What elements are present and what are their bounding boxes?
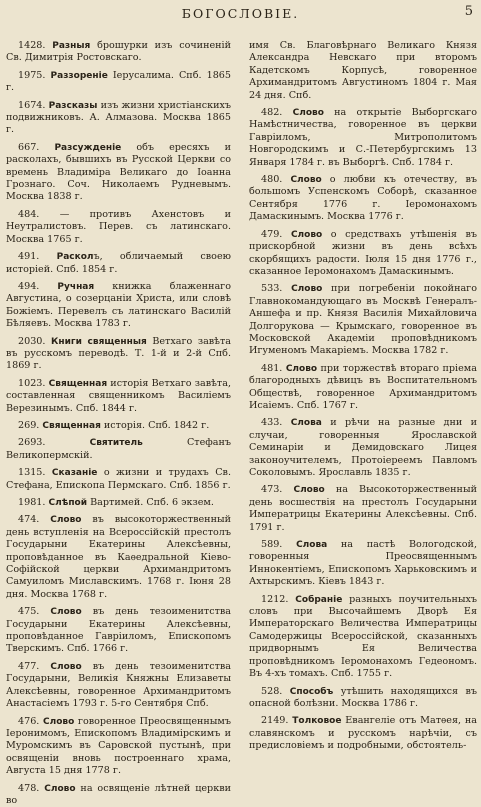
catalog-entry	[249, 715, 477, 752]
entry-text: разныхъ поучительныхъ словъ при Высочайшемъ Дворѣ Ея Императорскаго Величества Императрицы Самодержицы Всероссійской, сказанныхъ придворнымъ Ея Величества проповѣдникомъ Іеромонахомъ Гедеономъ. Въ 4-хъ томахъ. Спб. 1755 г.	[249, 593, 477, 680]
entry-text: Ветхаго завѣта въ русскомъ переводѣ. Т. 1-й и 2-й Спб. 1869 г.	[6, 335, 231, 372]
catalog-entry	[6, 497, 231, 509]
entry-number: 484.	[18, 208, 60, 220]
entry-text: на Высокоторжественный день восшествія на престолъ Государыни Императрицы Екатерины Алексѣевны. Спб. 1791 г.	[249, 484, 477, 533]
entry-number: 1428.	[18, 40, 53, 51]
catalog-entry	[6, 783, 231, 807]
page-number: 5	[464, 4, 473, 19]
catalog-entry	[6, 251, 231, 276]
entry-keyword: Ручная	[57, 281, 95, 292]
catalog-entry	[6, 606, 231, 656]
entry-keyword: Разсказы	[48, 100, 98, 111]
catalog-entry	[249, 594, 477, 681]
entry-text: въ день тезоименитства Государыни Екатерины Алексѣевны, проповѣданное Гавріиломъ, Епископомъ Тверскимъ. Спб. 1766 г.	[6, 606, 231, 655]
entry-text: исторія. Спб. 1842 г.	[100, 419, 210, 431]
entry-text: на открытіе Выборгскаго Намѣстничества, говоренное въ церкви Гавріиломъ, Митрополитомъ Новгородскимъ и С.-Петербургскимъ 13 Января 1784 г. въ Выборгѣ. Спб. 1784 г.	[249, 107, 477, 168]
catalog-entry	[249, 107, 477, 169]
entry-keyword: Слово	[290, 229, 323, 240]
entry-keyword: Священная	[42, 420, 101, 431]
catalog-entry	[6, 209, 231, 246]
catalog-entry	[6, 420, 231, 432]
entry-number: 494.	[18, 280, 58, 292]
entry-number: 482.	[261, 107, 293, 119]
entry-keyword: Собраніе	[295, 594, 343, 605]
entry-keyword: Разсужденіе	[54, 142, 122, 153]
catalog-entry	[249, 484, 477, 534]
entry-number: 473.	[261, 484, 294, 496]
entry-text: о любви къ отечеству, въ большомъ Успенскомъ Соборѣ, сказанное Сентября 1776 г. Іеромонахомъ Дамаскинымъ. Москва 1776 г.	[249, 174, 477, 223]
entry-text: исторія Ветхаго завѣта, составленная священникомъ Василіемъ Верезинымъ. Спб. 1844 г.	[6, 377, 231, 414]
entry-number: 528.	[261, 685, 290, 697]
catalog-entry	[6, 336, 231, 373]
entry-text: Стефанъ Великопермскій.	[6, 437, 231, 461]
entry-text: при торжествѣ втораго пріема благородныхъ дѣвицъ въ Воспитательномъ Обществѣ, говоренное Архимандритомъ Исаіемъ. Спб. 1767 г.	[249, 362, 477, 411]
entry-text: — противъ Ахенстовъ и Неутралистовъ. Перев. съ латинскаго. Москва 1765 г.	[6, 208, 231, 245]
entry-keyword: Раззореніе	[50, 70, 108, 81]
entry-text: въ высокоторжественный день вступленія на Всероссійскій престолъ Государыни Екатерины Алексѣевны, проповѣданное въ Каѳедральной Кіево-Софійской церкви Архимандритомъ Самуиломъ Миславскимъ. 1768 г. Іюня 28 дня. Москва 1768 г.	[6, 514, 231, 600]
entry-keyword: Слова	[296, 540, 328, 551]
catalog-entry	[6, 437, 231, 462]
catalog-entry	[249, 363, 477, 413]
entry-keyword: Слово	[290, 175, 322, 186]
entry-number: 667.	[18, 141, 55, 153]
catalog-entry	[6, 514, 231, 601]
entry-number: 480.	[261, 174, 291, 186]
entry-number: 2149.	[261, 715, 293, 727]
catalog-entry	[249, 539, 477, 589]
entry-number: 491.	[18, 251, 57, 263]
entry-number: 474.	[18, 514, 51, 526]
entry-keyword: Разныя	[52, 41, 91, 51]
catalog-entry	[249, 174, 477, 224]
entry-number: 1315.	[18, 467, 52, 479]
entry-keyword: Слово	[50, 515, 82, 526]
entry-number: 2693.	[18, 437, 90, 449]
catalog-entry	[6, 281, 231, 331]
catalog-entry	[249, 283, 477, 357]
entry-number: 2030.	[18, 335, 52, 347]
entry-keyword: Толковое	[292, 716, 342, 727]
entry-number: 1975.	[18, 69, 51, 81]
entry-text: о средствахъ утѣшенія въ прискорбной жизни въ день всѣхъ скорбящихъ радости. Іюля 15 дня 1776 г., сказанное Іеромонахомъ Дамаскинымъ.	[249, 228, 477, 277]
entry-keyword: Слово	[43, 716, 75, 727]
entry-number: 477.	[18, 660, 51, 672]
entry-number: 476.	[18, 715, 44, 727]
entry-keyword: Слово	[292, 108, 324, 119]
entry-text: Вартимей. Спб. 6 экзем.	[87, 497, 214, 508]
entry-text: ъ, обличаемый своею исторіей. Спб. 1854 г.	[6, 251, 231, 275]
entry-number: 589.	[261, 539, 297, 551]
page-title: БОГОСЛОВІЕ.	[181, 6, 300, 21]
entry-number: 269.	[18, 419, 43, 431]
entry-text: книжка блаженнаго Августина, о созерцаніи Христа, или словѣ Божіемъ. Перевелъ съ латинскаго Василій Бѣляевъ. Москва 1783 г.	[6, 280, 231, 330]
catalog-entry	[6, 100, 231, 137]
catalog-entry	[6, 467, 231, 492]
entry-keyword: Книги священныя	[51, 336, 147, 347]
entry-keyword: Слово	[50, 661, 82, 672]
left-column	[6, 40, 232, 806]
catalog-entry	[6, 378, 231, 415]
catalog-entry	[6, 661, 231, 711]
entry-text: на освященіе лѣтней церкви во	[6, 782, 231, 806]
entry-text: о жизни и трудахъ Св. Стефана, Епископа Пермскаго. Спб. 1856 г.	[6, 467, 232, 491]
entry-number: 479.	[261, 228, 291, 240]
entry-number: 1212.	[261, 593, 296, 605]
right-column	[249, 40, 477, 752]
entry-keyword: Слово	[44, 783, 76, 794]
catalog-entry	[6, 142, 231, 204]
entry-number: 475.	[18, 606, 51, 618]
entry-keyword: Слово	[50, 607, 82, 618]
catalog-entry	[6, 70, 231, 95]
entry-text: изъ жизни христіанскихъ подвижниковъ. А. Алмазова. Москва 1865 г.	[6, 99, 231, 136]
entry-text: говоренное Преосвященнымъ Іеронимомъ, Епископомъ Владимірскимъ и Муромскимъ въ Саровской пустынѣ, при освященіи вновь построеннаго храма, Августа 15 дня 1778 г.	[6, 715, 231, 777]
entry-keyword: Сказаніе	[51, 468, 98, 479]
entry-number: 1023.	[18, 377, 49, 389]
entry-number: 1981.	[18, 497, 49, 508]
catalog-entry	[6, 40, 231, 65]
entry-text: на пастѣ Вологодской, говоренныя Преосвященнымъ Иннокентіемъ, Епископомъ Харьковскимъ и Ахтырскимъ. Кіевъ 1843 г.	[249, 539, 477, 588]
entry-text: Евангеліе отъ Матѳея, на славянскомъ и русскомъ нарѣчіи, съ предисловіемъ и подробными, обстоятель-	[249, 715, 477, 752]
entry-number: 433.	[261, 417, 291, 429]
entry-keyword: Слово	[285, 363, 318, 374]
entry-keyword: Способъ	[289, 686, 334, 697]
entry-keyword: Святитель	[89, 438, 143, 449]
entry-text: утѣшить находящихся въ опасной болѣзни. Москва 1786 г.	[249, 685, 477, 709]
catalog-entry	[249, 686, 477, 711]
entry-keyword: Слово	[291, 284, 323, 295]
entry-text: въ день тезоименитства Государыни, Великія Княжны Елизаветы Алексѣевны, говоренное Архимандритомъ Анастасіемъ 1793 г. 5-го Сентября Спб.	[6, 660, 231, 710]
entry-text: брошурки изъ сочиненій Св. Димитрія Ростовскаго.	[6, 40, 232, 64]
entry-keyword: Священная	[48, 378, 108, 389]
entry-text: и рѣчи на разные дни и случаи, говоренныя Ярославской Семинаріи и Демидовскаго Лицея законоучителемъ, Протоіереемъ Павломъ Соколовымъ. Ярославль 1835 г.	[249, 417, 477, 478]
entry-keyword: Слова	[290, 418, 322, 429]
entry-text: Іерусалима. Спб. 1865 г.	[6, 69, 231, 94]
entry-number: 481.	[261, 362, 286, 374]
entry-text: объ ересяхъ и расколахъ, бывшихъ въ Русской Церкви со времень Владиміра Великаго до Іоанна Грознаго. Соч. Николаемъ Рудневымъ. Москва 1838 г.	[6, 141, 231, 203]
entry-text: имя Св. Благовѣрнаго Великаго Князя Александра Невскаго при второмъ Кадетскомъ Корпусѣ, говоренное Архимандритомъ Августиномъ 1804 г. Мая 24 дня. Спб.	[249, 40, 477, 101]
entry-number: 478.	[18, 782, 45, 794]
catalog-entry	[249, 417, 477, 479]
page-header	[0, 4, 481, 26]
entry-number: 1674.	[18, 99, 49, 111]
entry-text: при погребеніи покойнаго Главнокомандующаго въ Москвѣ Генералъ-Аншефа и пр. Князя Василія Михайловича Долгорукова — Крымскаго, говоренное въ Московской Академіи проповѣдникомъ Игуменомъ Макаріемъ. Москва 1782 г.	[249, 283, 477, 357]
catalog-entry	[6, 716, 231, 778]
entry-keyword: Раскол	[56, 252, 94, 263]
entry-number: 533.	[261, 283, 292, 295]
catalog-entry	[249, 229, 477, 279]
entry-keyword: Слѣпой	[48, 498, 88, 508]
entry-keyword: Слово	[293, 485, 325, 496]
catalog-entry	[249, 40, 477, 102]
